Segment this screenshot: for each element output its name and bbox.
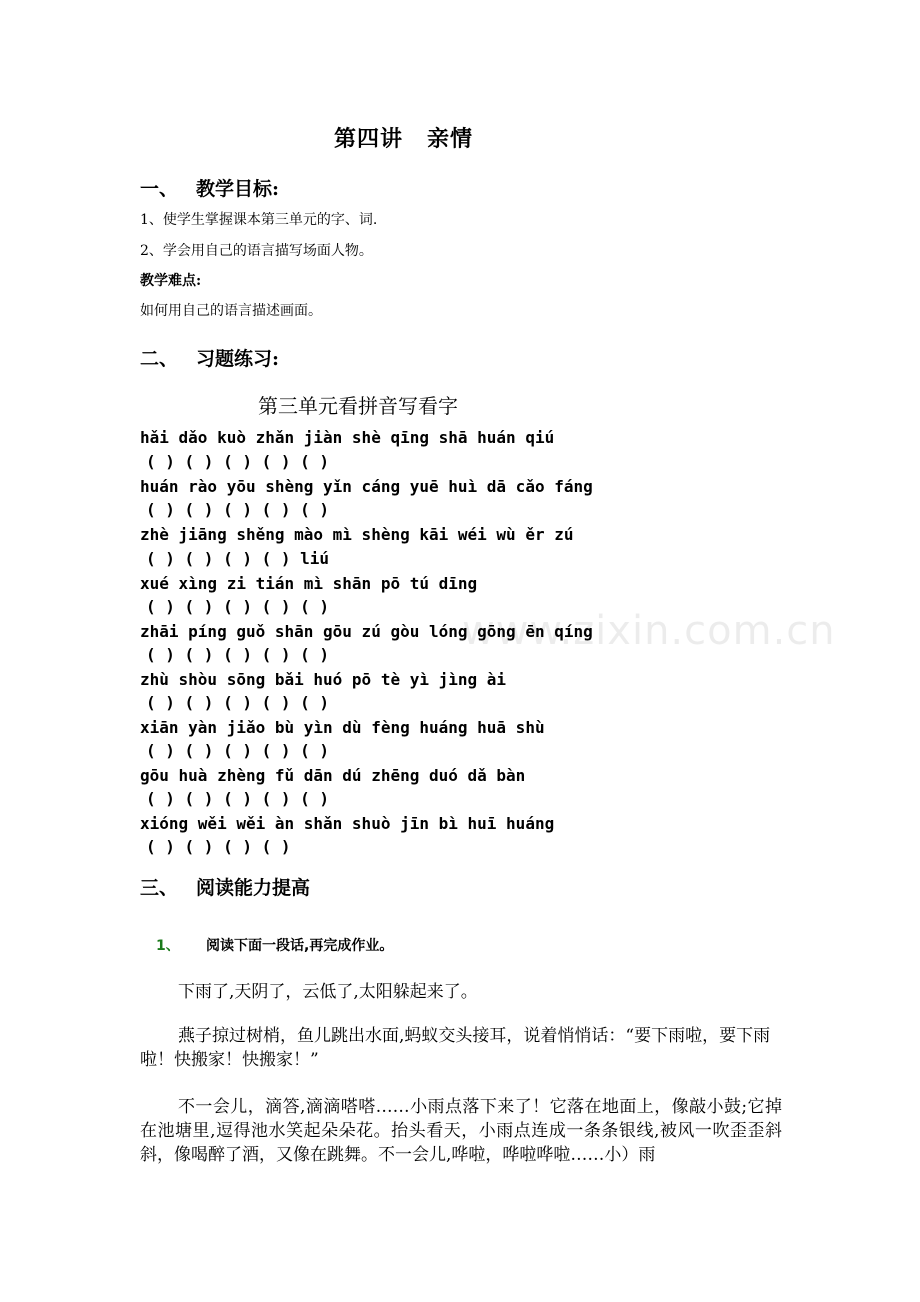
question-1	[156, 935, 393, 955]
answer-blanks-7: ( ) ( ) ( ) ( ) ( )	[146, 741, 330, 760]
answer-blanks-9: ( ) ( ) ( ) ( )	[146, 837, 291, 856]
goal-1: 1、使学生掌握课本第三单元的字、词.	[140, 212, 378, 228]
section2-number: 二、	[140, 348, 179, 370]
page-title	[334, 122, 473, 153]
section1-label: 教学目标:	[196, 178, 280, 200]
title-part2: 亲情	[427, 126, 474, 152]
answer-blanks-5: ( ) ( ) ( ) ( ) ( )	[146, 645, 330, 664]
section3-label: 阅读能力提高	[196, 877, 311, 899]
section2-label: 习题练习:	[196, 348, 280, 370]
pinyin-line-5: zhāi píng guǒ shān gōu zú gòu lóng gōng ēn qíng	[140, 622, 593, 641]
section2-heading	[140, 344, 279, 371]
reading-paragraph-3: 不一会儿，滴答,滴滴嗒嗒……小雨点落下来了！它落在地面上，像敲小鼓;它掉在池塘里,逗得池水笑起朵朵花。抬头看天，小雨点连成一条条银线,被风一吹歪歪斜斜，像喝醉了酒，又像在跳舞。不一会儿,哗啦，哗啦哗啦……小）雨	[140, 1097, 782, 1165]
pinyin-line-8: gōu huà zhèng fǔ dān dú zhēng duó dǎ bàn	[140, 766, 526, 785]
answer-blanks-6: ( ) ( ) ( ) ( ) ( )	[146, 693, 330, 712]
section1-number: 一、	[140, 178, 179, 200]
pinyin-line-7: xiān yàn jiǎo bù yìn dù fèng huáng huā shù	[140, 718, 545, 737]
goal-2: 2、学会用自己的语言描写场面人物。	[140, 243, 373, 259]
answer-blanks-2: ( ) ( ) ( ) ( ) ( )	[146, 500, 330, 519]
pinyin-line-2: huán rào yōu shèng yǐn cáng yuē huì dā cǎo fáng	[140, 477, 593, 496]
question-1-text: 阅读下面一段话,再完成作业。	[206, 938, 394, 954]
answer-blanks-1: ( ) ( ) ( ) ( ) ( )	[146, 452, 330, 471]
watermark: www.zixin.com.cn	[462, 608, 836, 654]
unit-title: 第三单元看拼音写看字	[258, 394, 458, 418]
title-part1: 第四讲	[334, 126, 404, 152]
section3-heading	[140, 873, 310, 900]
question-1-number: 1、	[156, 938, 180, 954]
pinyin-line-4: xué xìng zi tián mì shān pō tú dīng	[140, 574, 478, 593]
section1-heading	[140, 174, 279, 201]
pinyin-line-1: hǎi dǎo kuò zhǎn jiàn shè qīng shā huán qiú	[140, 428, 555, 447]
difficulty-label: 教学难点:	[140, 273, 202, 289]
pinyin-line-9: xióng wěi wěi àn shǎn shuò jīn bì huī huáng	[140, 814, 555, 833]
pinyin-line-6: zhù shòu sōng bǎi huó pō tè yì jìng ài	[140, 670, 507, 689]
difficulty-text: 如何用自己的语言描述画面。	[140, 303, 322, 319]
reading-paragraph-2: 燕子掠过树梢，鱼儿跳出水面,蚂蚁交头接耳，说着悄悄话：“要下雨啦，要下雨啦！快搬家！快搬家！”	[140, 1026, 771, 1070]
pinyin-line-3: zhè jiāng shěng mào mì shèng kāi wéi wù ěr zú	[140, 525, 574, 544]
reading-paragraph-1: 下雨了,天阴了，云低了,太阳躲起来了。	[178, 982, 478, 1002]
answer-blanks-4: ( ) ( ) ( ) ( ) ( )	[146, 597, 330, 616]
answer-blanks-3: ( ) ( ) ( ) ( ) liú	[146, 549, 330, 568]
section3-number: 三、	[140, 877, 179, 899]
answer-blanks-8: ( ) ( ) ( ) ( ) ( )	[146, 789, 330, 808]
